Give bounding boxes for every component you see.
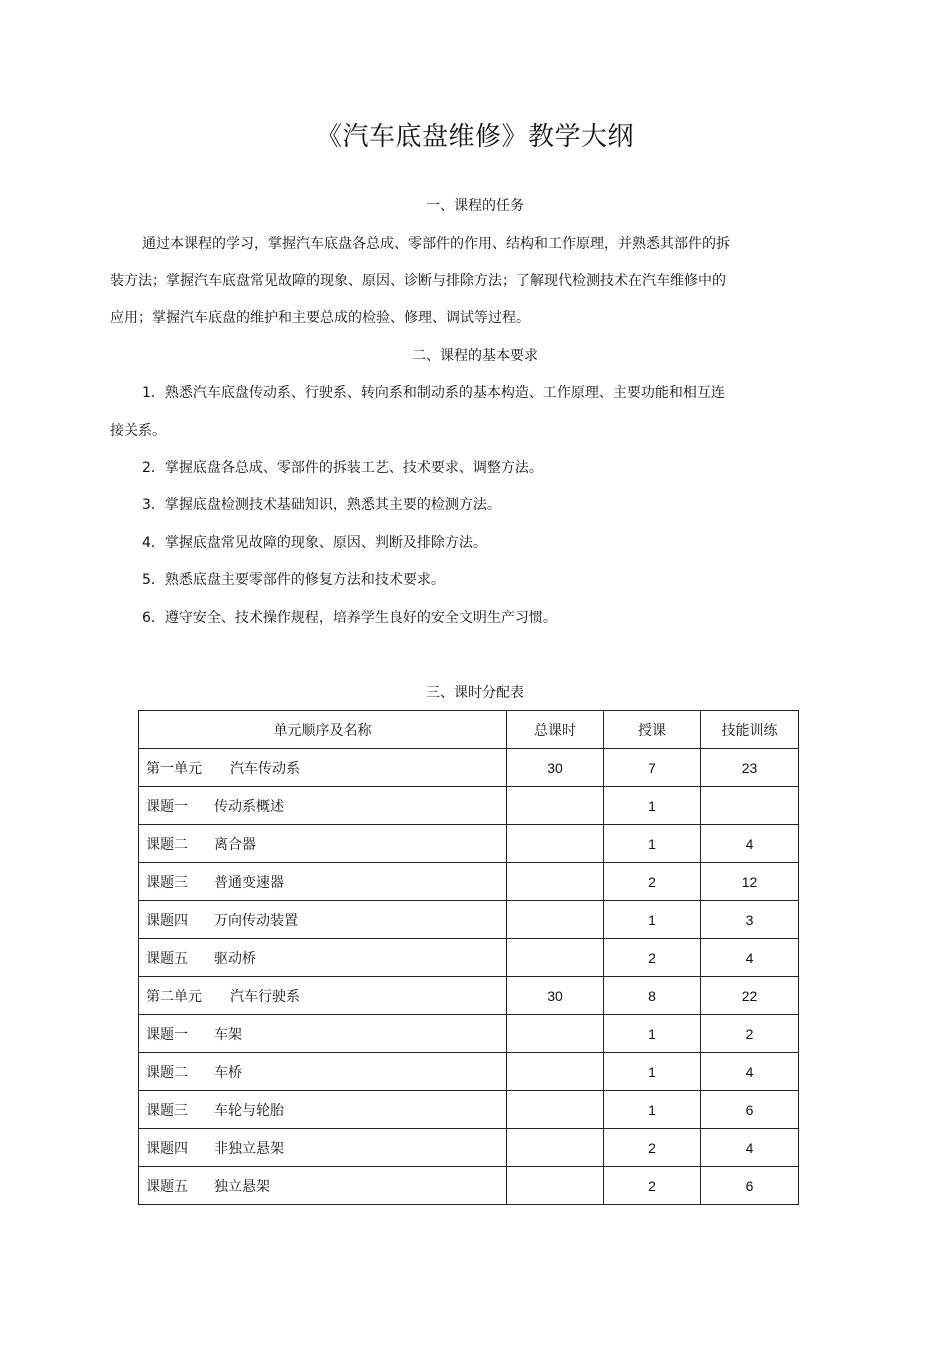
column-header-total-hours: 总课时 xyxy=(507,711,604,749)
row-title: 非独立悬架 xyxy=(214,1140,284,1157)
row-lecture-hours: 1 xyxy=(604,1015,701,1053)
row-total-hours: 30 xyxy=(507,977,604,1015)
row-unit-name-cell xyxy=(139,1091,507,1129)
row-title: 独立悬架 xyxy=(214,1178,270,1195)
row-unit-name-cell xyxy=(139,1015,507,1053)
row-code: 课题一 xyxy=(146,798,188,815)
table-row xyxy=(139,1015,799,1053)
row-practice-hours: 23 xyxy=(701,749,799,787)
row-code: 课题四 xyxy=(146,1140,188,1157)
row-code: 课题四 xyxy=(146,912,188,929)
table-row xyxy=(139,749,799,787)
requirement-item: 3．掌握底盘检测技术基础知识，熟悉其主要的检测方法。 xyxy=(142,497,501,513)
row-total-hours: 30 xyxy=(507,749,604,787)
document-title: 《汽车底盘维修》教学大纲 xyxy=(315,122,634,152)
section-heading-hours-table: 三、课时分配表 xyxy=(426,685,524,701)
row-practice-hours: 3 xyxy=(701,901,799,939)
column-header-unit-name: 单元顺序及名称 xyxy=(139,711,507,749)
row-unit-name-cell xyxy=(139,787,507,825)
row-practice-hours: 4 xyxy=(701,825,799,863)
row-practice-hours: 6 xyxy=(701,1167,799,1205)
table-row xyxy=(139,1167,799,1205)
tasks-paragraph-line: 应用；掌握汽车底盘的维护和主要总成的检验、修理、调试等过程。 xyxy=(110,310,530,326)
section-heading-tasks: 一、课程的任务 xyxy=(426,198,524,214)
requirement-item: 6．遵守安全、技术操作规程，培养学生良好的安全文明生产习惯。 xyxy=(142,610,557,626)
table-row xyxy=(139,977,799,1015)
row-title: 车轮与轮胎 xyxy=(214,1102,284,1119)
table-row xyxy=(139,1053,799,1091)
row-lecture-hours: 2 xyxy=(604,1167,701,1205)
column-header-practice-hours: 技能训练 xyxy=(701,711,799,749)
table-row xyxy=(139,787,799,825)
row-lecture-hours: 1 xyxy=(604,1053,701,1091)
row-title: 汽车行驶系 xyxy=(230,988,300,1005)
table-row xyxy=(139,1091,799,1129)
row-unit-name-cell xyxy=(139,1053,507,1091)
row-lecture-hours: 2 xyxy=(604,1129,701,1167)
row-title: 车桥 xyxy=(214,1064,242,1081)
row-total-hours xyxy=(507,1091,604,1129)
row-code: 课题三 xyxy=(146,1102,188,1119)
row-unit-name-cell xyxy=(139,863,507,901)
table-row xyxy=(139,901,799,939)
row-practice-hours: 6 xyxy=(701,1091,799,1129)
row-code: 第二单元 xyxy=(146,988,202,1005)
row-lecture-hours: 1 xyxy=(604,787,701,825)
row-lecture-hours: 1 xyxy=(604,825,701,863)
row-code: 课题五 xyxy=(146,950,188,967)
row-total-hours xyxy=(507,1167,604,1205)
row-total-hours xyxy=(507,1015,604,1053)
row-practice-hours: 12 xyxy=(701,863,799,901)
row-lecture-hours: 7 xyxy=(604,749,701,787)
section-heading-requirements: 二、课程的基本要求 xyxy=(412,348,538,364)
row-title: 普通变速器 xyxy=(214,874,284,891)
row-lecture-hours: 8 xyxy=(604,977,701,1015)
row-unit-name-cell xyxy=(139,1129,507,1167)
row-practice-hours: 22 xyxy=(701,977,799,1015)
row-practice-hours xyxy=(701,787,799,825)
row-code: 课题一 xyxy=(146,1026,188,1043)
row-unit-name-cell xyxy=(139,825,507,863)
row-practice-hours: 4 xyxy=(701,1129,799,1167)
row-total-hours xyxy=(507,787,604,825)
row-lecture-hours: 1 xyxy=(604,901,701,939)
row-total-hours xyxy=(507,901,604,939)
column-header-lecture-hours: 授课 xyxy=(604,711,701,749)
row-title: 驱动桥 xyxy=(214,950,256,967)
table-row xyxy=(139,939,799,977)
row-total-hours xyxy=(507,1053,604,1091)
row-lecture-hours: 1 xyxy=(604,1091,701,1129)
row-total-hours xyxy=(507,825,604,863)
row-code: 课题五 xyxy=(146,1178,188,1195)
row-code: 课题三 xyxy=(146,874,188,891)
tasks-paragraph-line: 通过本课程的学习，掌握汽车底盘各总成、零部件的作用、结构和工作原理，并熟悉其部件的拆 xyxy=(142,236,730,252)
row-title: 汽车传动系 xyxy=(230,760,300,777)
table-row xyxy=(139,863,799,901)
row-unit-name-cell xyxy=(139,901,507,939)
row-unit-name-cell xyxy=(139,1167,507,1205)
tasks-paragraph-line: 装方法；掌握汽车底盘常见故障的现象、原因、诊断与排除方法；了解现代检测技术在汽车维修中的 xyxy=(110,273,726,289)
row-practice-hours: 4 xyxy=(701,1053,799,1091)
requirement-item: 4．掌握底盘常见故障的现象、原因、判断及排除方法。 xyxy=(142,535,487,551)
row-lecture-hours: 2 xyxy=(604,863,701,901)
row-total-hours xyxy=(507,1129,604,1167)
requirement-item-continuation: 接关系。 xyxy=(110,423,166,439)
row-title: 车架 xyxy=(214,1026,242,1043)
row-title: 离合器 xyxy=(214,836,256,853)
row-total-hours xyxy=(507,863,604,901)
row-title: 传动系概述 xyxy=(214,798,284,815)
row-unit-name-cell xyxy=(139,977,507,1015)
requirement-item: 2．掌握底盘各总成、零部件的拆装工艺、技术要求、调整方法。 xyxy=(142,460,543,476)
requirement-item: 5．熟悉底盘主要零部件的修复方法和技术要求。 xyxy=(142,572,445,588)
row-title: 万向传动装置 xyxy=(214,912,298,929)
row-lecture-hours: 2 xyxy=(604,939,701,977)
table-row xyxy=(139,825,799,863)
row-unit-name-cell xyxy=(139,939,507,977)
table-header-row xyxy=(139,711,799,749)
row-code: 课题二 xyxy=(146,1064,188,1081)
row-practice-hours: 4 xyxy=(701,939,799,977)
hours-allocation-table xyxy=(138,710,799,1205)
requirement-item: 1．熟悉汽车底盘传动系、行驶系、转向系和制动系的基本构造、工作原理、主要功能和相互连 xyxy=(142,385,725,401)
table-row xyxy=(139,1129,799,1167)
row-total-hours xyxy=(507,939,604,977)
row-practice-hours: 2 xyxy=(701,1015,799,1053)
row-unit-name-cell xyxy=(139,749,507,787)
row-code: 第一单元 xyxy=(146,760,202,777)
row-code: 课题二 xyxy=(146,836,188,853)
